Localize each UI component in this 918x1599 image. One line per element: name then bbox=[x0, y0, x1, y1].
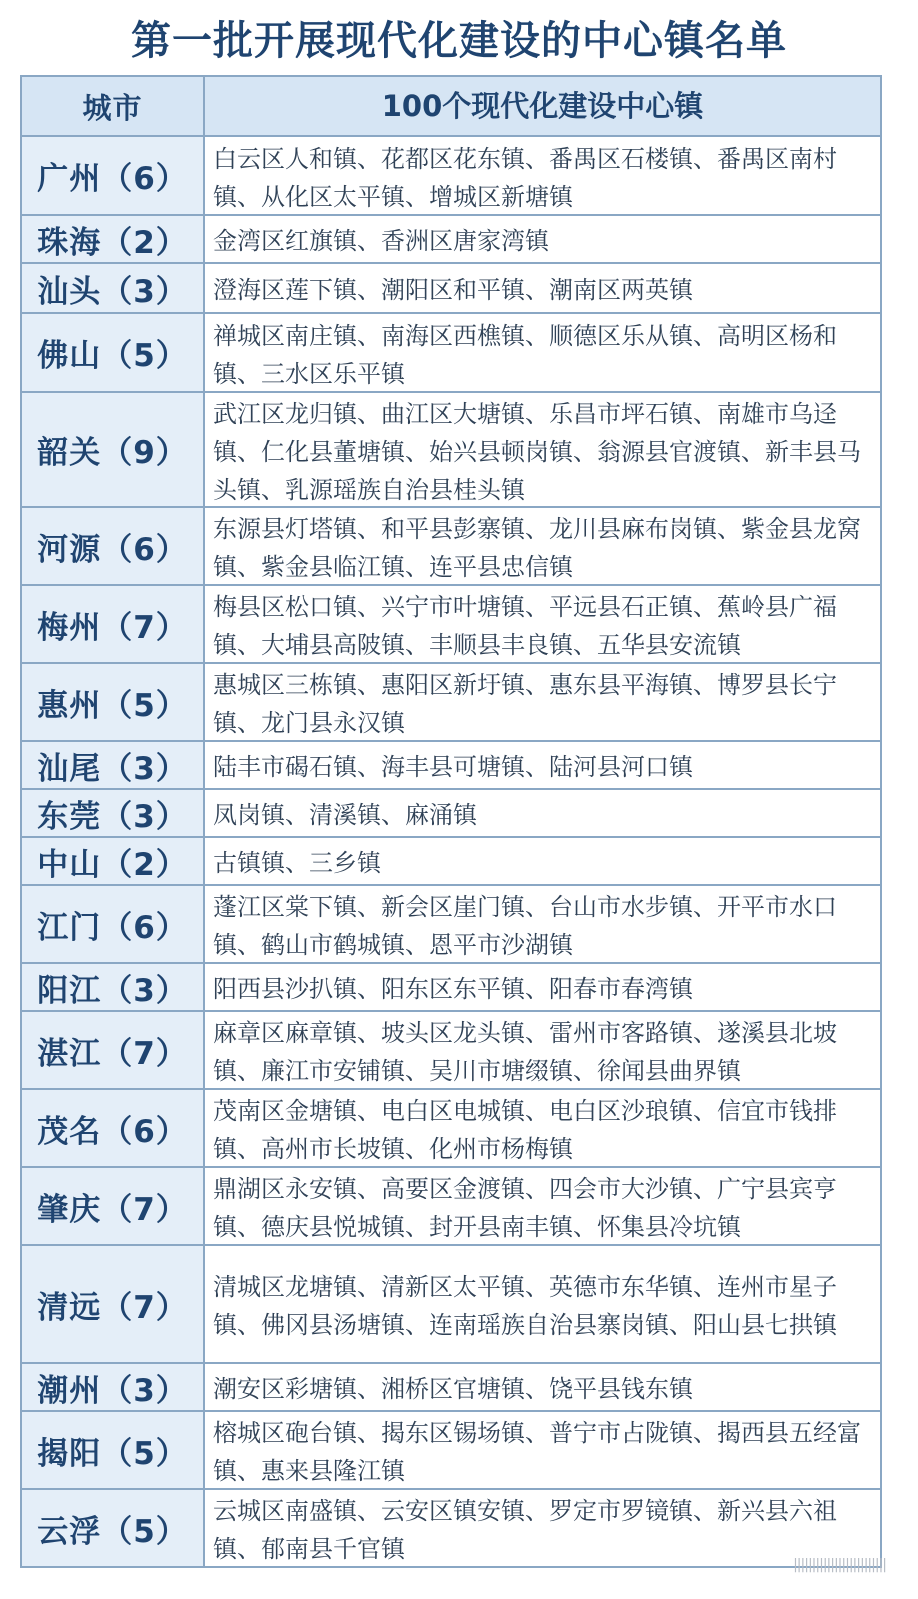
header-city: 城市 bbox=[22, 77, 205, 135]
city-cell: 韶关（9） bbox=[22, 393, 205, 506]
city-cell: 东莞（3） bbox=[22, 790, 205, 836]
towns-cell: 东源县灯塔镇、和平县彭寨镇、龙川县麻布岗镇、紫金县龙窝镇、紫金县临江镇、连平县忠信镇 bbox=[205, 508, 882, 584]
city-cell: 梅州（7） bbox=[22, 586, 205, 662]
towns-cell: 古镇镇、三乡镇 bbox=[205, 838, 882, 884]
table-row bbox=[22, 1364, 882, 1412]
city-cell: 河源（6） bbox=[22, 508, 205, 584]
towns-cell: 清城区龙塘镇、清新区太平镇、英德市东华镇、连州市星子镇、佛冈县汤塘镇、连南瑶族自治县寨岗镇、阳山县七拱镇 bbox=[205, 1246, 882, 1362]
towns-cell: 禅城区南庄镇、南海区西樵镇、顺德区乐从镇、高明区杨和镇、三水区乐平镇 bbox=[205, 314, 882, 391]
table-row bbox=[22, 964, 882, 1012]
city-cell: 汕头（3） bbox=[22, 264, 205, 312]
towns-cell: 金湾区红旗镇、香洲区唐家湾镇 bbox=[205, 216, 882, 262]
table-row bbox=[22, 1012, 882, 1090]
city-cell: 潮州（3） bbox=[22, 1364, 205, 1410]
table-row bbox=[22, 1168, 882, 1246]
header-towns: 100个现代化建设中心镇 bbox=[205, 77, 882, 135]
city-cell: 阳江（3） bbox=[22, 964, 205, 1010]
table-row bbox=[22, 886, 882, 964]
towns-cell: 蓬江区棠下镇、新会区崖门镇、台山市水步镇、开平市水口镇、鹤山市鹤城镇、恩平市沙湖镇 bbox=[205, 886, 882, 962]
table-row bbox=[22, 137, 882, 216]
city-cell: 惠州（5） bbox=[22, 664, 205, 740]
city-cell: 江门（6） bbox=[22, 886, 205, 962]
table-row bbox=[22, 1090, 882, 1168]
towns-cell: 榕城区砲台镇、揭东区锡场镇、普宁市占陇镇、揭西县五经富镇、惠来县隆江镇 bbox=[205, 1412, 882, 1488]
table-row bbox=[22, 1490, 882, 1568]
towns-cell: 凤岗镇、清溪镇、麻涌镇 bbox=[205, 790, 882, 836]
table-row bbox=[22, 586, 882, 664]
city-cell: 汕尾（3） bbox=[22, 742, 205, 788]
table-row bbox=[22, 508, 882, 586]
city-cell: 揭阳（5） bbox=[22, 1412, 205, 1488]
towns-cell: 鼎湖区永安镇、高要区金渡镇、四会市大沙镇、广宁县宾亨镇、德庆县悦城镇、封开县南丰镇、怀集县冷坑镇 bbox=[205, 1168, 882, 1244]
city-cell: 中山（2） bbox=[22, 838, 205, 884]
table-row bbox=[22, 264, 882, 314]
table-row bbox=[22, 664, 882, 742]
city-cell: 湛江（7） bbox=[22, 1012, 205, 1088]
table-row bbox=[22, 216, 882, 264]
towns-cell: 阳西县沙扒镇、阳东区东平镇、阳春市春湾镇 bbox=[205, 964, 882, 1010]
city-cell: 清远（7） bbox=[22, 1246, 205, 1362]
table-row bbox=[22, 1412, 882, 1490]
table-row bbox=[22, 790, 882, 838]
city-cell: 佛山（5） bbox=[22, 314, 205, 391]
towns-cell: 潮安区彩塘镇、湘桥区官塘镇、饶平县钱东镇 bbox=[205, 1364, 882, 1410]
table-header-row bbox=[22, 77, 882, 137]
watermark-icon: ||||||||||||||||||||||||| bbox=[793, 1557, 886, 1573]
city-cell: 肇庆（7） bbox=[22, 1168, 205, 1244]
table-row bbox=[22, 314, 882, 393]
towns-cell: 陆丰市碣石镇、海丰县可塘镇、陆河县河口镇 bbox=[205, 742, 882, 788]
towns-table bbox=[20, 75, 882, 1568]
towns-cell: 澄海区莲下镇、潮阳区和平镇、潮南区两英镇 bbox=[205, 264, 882, 312]
towns-cell: 惠城区三栋镇、惠阳区新圩镇、惠东县平海镇、博罗县长宁镇、龙门县永汉镇 bbox=[205, 664, 882, 740]
towns-cell: 梅县区松口镇、兴宁市叶塘镇、平远县石正镇、蕉岭县广福镇、大埔县高陂镇、丰顺县丰良镇、五华县安流镇 bbox=[205, 586, 882, 662]
city-cell: 广州（6） bbox=[22, 137, 205, 214]
towns-cell: 茂南区金塘镇、电白区电城镇、电白区沙琅镇、信宜市钱排镇、高州市长坡镇、化州市杨梅镇 bbox=[205, 1090, 882, 1166]
table-row bbox=[22, 838, 882, 886]
table-row bbox=[22, 393, 882, 508]
page-title: 第一批开展现代化建设的中心镇名单 bbox=[131, 18, 787, 64]
towns-cell: 云城区南盛镇、云安区镇安镇、罗定市罗镜镇、新兴县六祖镇、郁南县千官镇 bbox=[205, 1490, 882, 1566]
city-cell: 珠海（2） bbox=[22, 216, 205, 262]
city-cell: 云浮（5） bbox=[22, 1490, 205, 1566]
towns-cell: 白云区人和镇、花都区花东镇、番禺区石楼镇、番禺区南村镇、从化区太平镇、增城区新塘镇 bbox=[205, 137, 882, 214]
table-row bbox=[22, 1246, 882, 1364]
city-cell: 茂名（6） bbox=[22, 1090, 205, 1166]
table-row bbox=[22, 742, 882, 790]
towns-cell: 麻章区麻章镇、坡头区龙头镇、雷州市客路镇、遂溪县北坡镇、廉江市安铺镇、吴川市塘缀镇、徐闻县曲界镇 bbox=[205, 1012, 882, 1088]
towns-cell: 武江区龙归镇、曲江区大塘镇、乐昌市坪石镇、南雄市乌迳镇、仁化县董塘镇、始兴县顿岗镇、翁源县官渡镇、新丰县马头镇、乳源瑶族自治县桂头镇 bbox=[205, 393, 882, 506]
